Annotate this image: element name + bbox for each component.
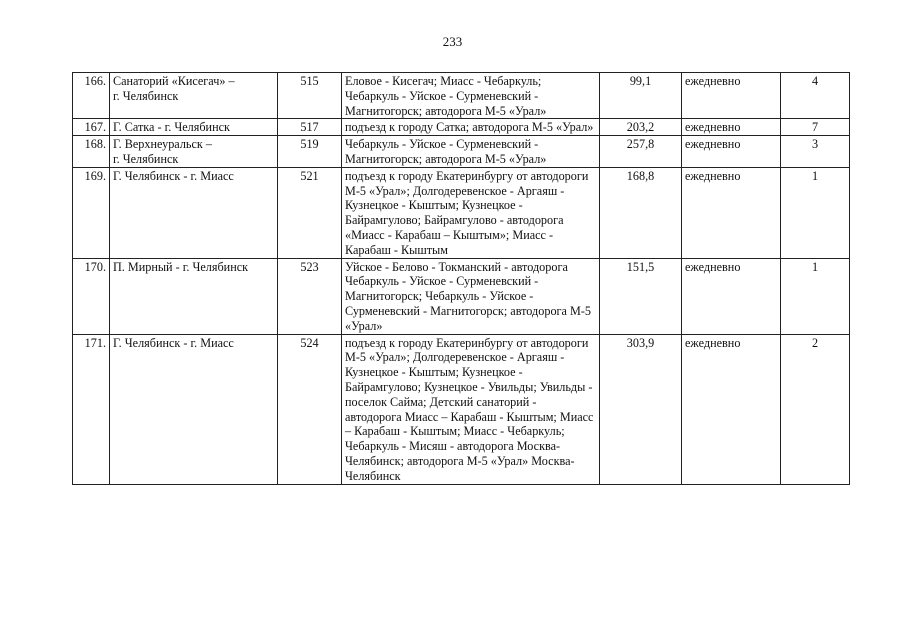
row-number: 168. <box>73 136 110 168</box>
route-path: Еловое - Кисегач; Миасс - Чебаркуль; Чебаркуль - Уйское - Сурменевский - Магнитогорск; автодорога М-5 «Урал» <box>342 73 600 119</box>
route-name: Г. Сатка - г. Челябинск <box>110 119 278 136</box>
route-path: подъезд к городу Екатеринбургу от автодороги М-5 «Урал»; Долгодеревенское - Аргаяш - Кузнецкое - Кыштым; Кузнецкое - Байрамгулово; Байрамгулово - автодорога «Миасс - Карабаш – Кыштым»; Миасс - Карабаш - Кыштым <box>342 167 600 258</box>
route-code: 524 <box>278 334 342 484</box>
table-row <box>73 258 850 334</box>
route-path: подъезд к городу Екатеринбургу от автодороги М-5 «Урал»; Долгодеревенское - Аргаяш - Кузнецкое - Кыштым; Кузнецкое - Байрамгулово; Кузнецкое - Увильды; Увильды - поселок Сайма; Детский санаторий - автодорога Миасс – Карабаш - Кыштым; Миасс – Карабаш - Кыштым; Миасс - Чебаркуль; Чебаркуль - Мисяш - автодорога Москва-Челябинск; автодорога М-5 «Урал» Москва-Челябинск <box>342 334 600 484</box>
route-distance: 203,2 <box>600 119 682 136</box>
table-row <box>73 73 850 119</box>
route-code: 517 <box>278 119 342 136</box>
route-frequency: ежедневно <box>682 73 781 119</box>
page-number: 233 <box>442 34 463 49</box>
route-code: 515 <box>278 73 342 119</box>
route-distance: 303,9 <box>600 334 682 484</box>
trip-count: 7 <box>781 119 850 136</box>
row-number: 167. <box>73 119 110 136</box>
route-frequency: ежедневно <box>682 334 781 484</box>
route-frequency: ежедневно <box>682 258 781 334</box>
route-code: 523 <box>278 258 342 334</box>
route-frequency: ежедневно <box>682 167 781 258</box>
trip-count: 1 <box>781 167 850 258</box>
route-distance: 151,5 <box>600 258 682 334</box>
route-path: Уйское - Белово - Токманский - автодорога Чебаркуль - Уйское - Сурменевский - Магнитогорск; Чебаркуль - Уйское - Сурменевский - Магнитогорск; автодорога М-5 «Урал» <box>342 258 600 334</box>
table-row <box>73 119 850 136</box>
trip-count: 2 <box>781 334 850 484</box>
trip-count: 1 <box>781 258 850 334</box>
route-path: Чебаркуль - Уйское - Сурменевский - Магнитогорск; автодорога М-5 «Урал» <box>342 136 600 168</box>
route-path: подъезд к городу Сатка; автодорога М-5 «Урал» <box>342 119 600 136</box>
row-number: 171. <box>73 334 110 484</box>
route-distance: 99,1 <box>600 73 682 119</box>
table-row <box>73 136 850 168</box>
routes-table <box>72 72 850 485</box>
route-frequency: ежедневно <box>682 136 781 168</box>
trip-count: 4 <box>781 73 850 119</box>
route-name: Санаторий «Кисегач» – г. Челябинск <box>110 73 278 119</box>
route-name: Г. Челябинск - г. Миасс <box>110 334 278 484</box>
row-number: 166. <box>73 73 110 119</box>
routes-table-body <box>73 73 850 485</box>
trip-count: 3 <box>781 136 850 168</box>
route-frequency: ежедневно <box>682 119 781 136</box>
route-code: 519 <box>278 136 342 168</box>
route-name: Г. Челябинск - г. Миасс <box>110 167 278 258</box>
row-number: 169. <box>73 167 110 258</box>
route-name: Г. Верхнеуральск – г. Челябинск <box>110 136 278 168</box>
row-number: 170. <box>73 258 110 334</box>
table-row <box>73 167 850 258</box>
route-distance: 168,8 <box>600 167 682 258</box>
route-code: 521 <box>278 167 342 258</box>
table-row <box>73 334 850 484</box>
route-distance: 257,8 <box>600 136 682 168</box>
route-name: П. Мирный - г. Челябинск <box>110 258 278 334</box>
